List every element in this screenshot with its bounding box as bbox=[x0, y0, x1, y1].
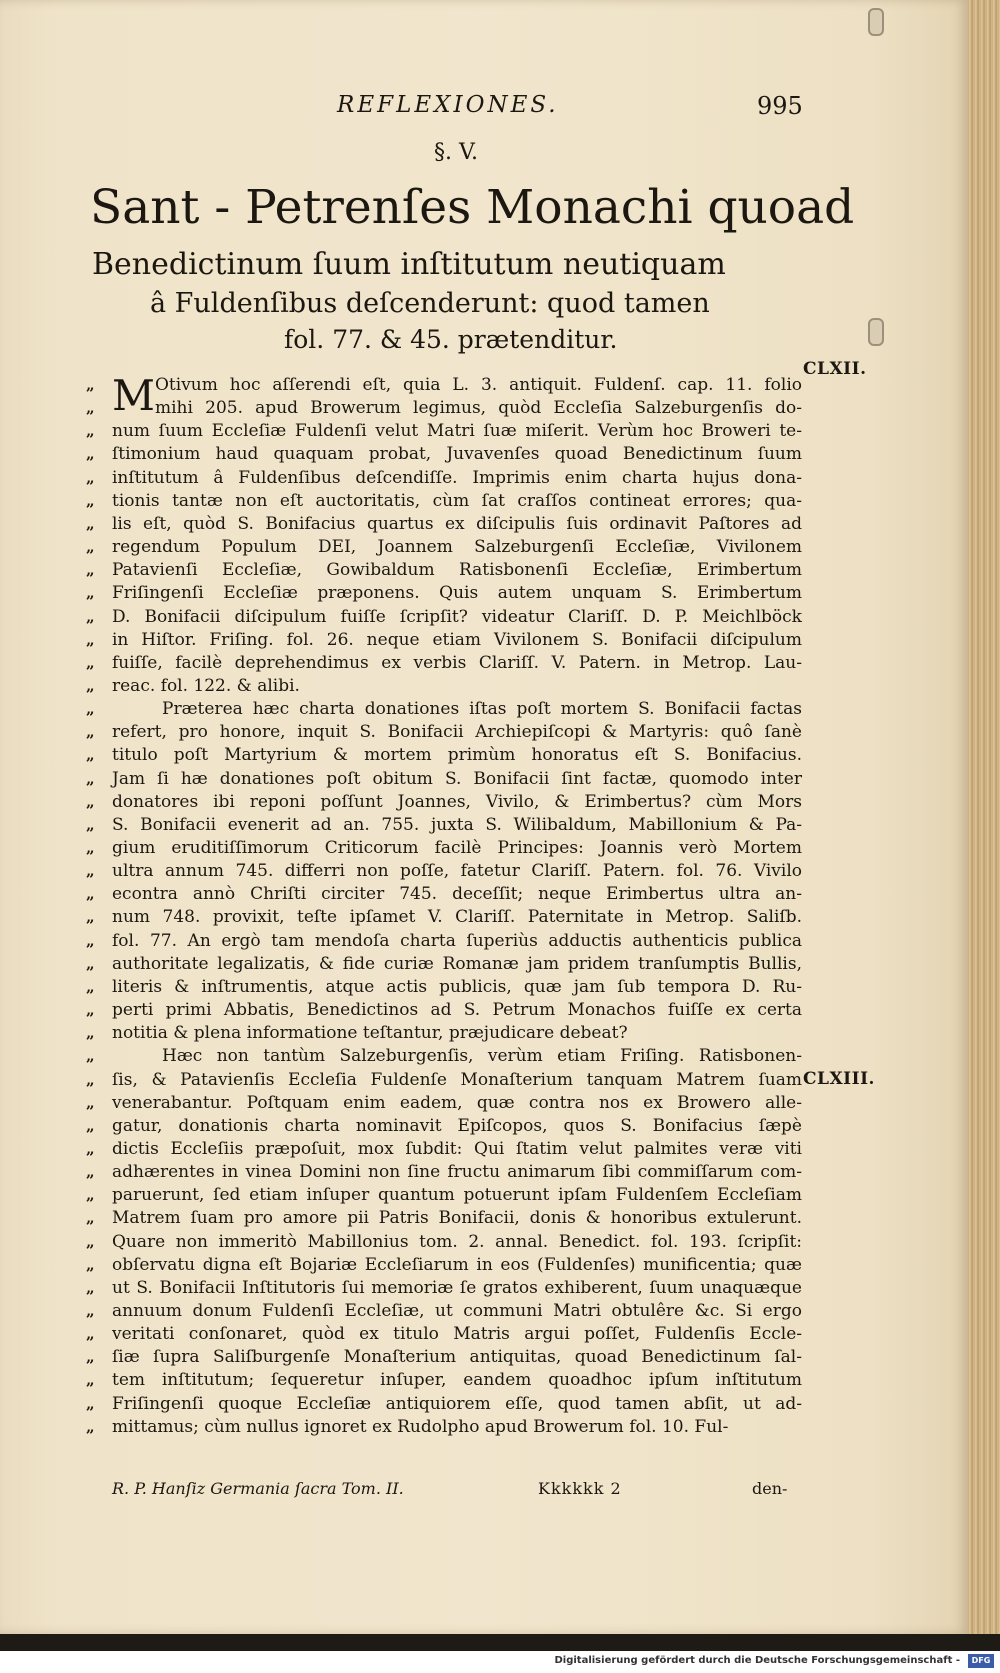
text-line: mihi 205. apud Browerum legimus, quòd Eccleſia Salzeburgenſis do- bbox=[155, 398, 802, 419]
text-line: literis & inſtrumentis, atque actis publicis, quæ jam ſub tempora D. Ru- bbox=[112, 976, 802, 997]
text-line: ſis, & Patavienſis Eccleſia Fuldenſe Monaſterium tanquam Matrem ſuam bbox=[112, 1069, 802, 1090]
signature-mark: Kkkkkk 2 bbox=[538, 1479, 622, 1498]
text-line: ſtimonium haud quaquam probat, Juvavenſes quoad Benedictinum ſuum bbox=[112, 444, 802, 465]
drop-capital: M bbox=[112, 371, 156, 420]
section-title-line: Sant - Petrenſes Monachi quoad bbox=[90, 180, 855, 235]
signature-author: R. P. Hanſiz Germania ſacra Tom. II. bbox=[112, 1479, 404, 1498]
quote-mark: „ bbox=[86, 1093, 95, 1112]
text-line: Jam ſi hæ donationes poſt obitum S. Bonifacii ſint factæ, quomodo inter bbox=[112, 768, 802, 789]
text-line: fuiſſe, facilè deprehendimus ex verbis Clariſſ. V. Patern. in Metrop. Lau- bbox=[112, 652, 802, 673]
quote-mark: „ bbox=[86, 491, 95, 510]
quote-mark: „ bbox=[86, 977, 95, 996]
quote-mark: „ bbox=[86, 468, 95, 487]
text-line: titulo poſt Martyrium & mortem primùm honoratus eſt S. Bonifacius. bbox=[112, 745, 802, 766]
quote-mark: „ bbox=[86, 399, 95, 418]
quote-mark: „ bbox=[86, 1325, 95, 1344]
text-line: num 748. provixit, teſte ipſamet V. Clariſſ. Paternitate in Metrop. Saliſb. bbox=[112, 907, 802, 928]
quote-mark: „ bbox=[86, 376, 95, 394]
quote-mark: „ bbox=[86, 1116, 95, 1135]
quote-mark: „ bbox=[86, 1070, 95, 1089]
quote-mark: „ bbox=[86, 723, 95, 742]
section-title-line: â Fuldenſibus deſcenderunt: quod tamen bbox=[150, 288, 710, 319]
quote-mark: „ bbox=[86, 839, 95, 857]
quote-mark: „ bbox=[86, 862, 95, 881]
text-line: D. Bonifacii diſcipulum fuiſſe ſcripſit? videatur Clariſſ. D. P. Meichlböck bbox=[112, 606, 802, 627]
text-line: ut S. Bonifacii Inſtitutoris ſui memoriæ ſe gratos exhiberent, ſuum unaquæque bbox=[112, 1277, 802, 1298]
quote-mark: „ bbox=[86, 792, 95, 811]
quote-mark: „ bbox=[86, 1186, 95, 1205]
quote-mark: „ bbox=[86, 1278, 95, 1297]
text-line: notitia & plena informatione teſtantur, præjudicare debeat? bbox=[112, 1023, 628, 1044]
margin-note: CLXII. bbox=[803, 359, 867, 379]
text-line: paruerunt, ſed etiam inſuper quantum potuerunt ipſam Fuldenſem Eccleſiam bbox=[112, 1185, 802, 1206]
quote-mark: „ bbox=[86, 815, 95, 834]
text-line: Patavienſi Eccleſiæ, Gowibaldum Ratisbonenſi Eccleſiæ, Erimbertum bbox=[112, 560, 802, 581]
quote-mark: „ bbox=[86, 1371, 95, 1390]
text-line: fol. 77. An ergò tam mendoſa charta ſuperiùs adductis authenticis publica bbox=[112, 930, 802, 951]
text-line: Quare non immeritò Mabillonius tom. 2. annal. Benedict. fol. 193. ſcripſit: bbox=[112, 1231, 802, 1252]
text-line: tem inſtitutum; ſequeretur inſuper, eandem quoadhoc ipſum inſtitutum bbox=[112, 1370, 802, 1391]
text-line: obſervatu digna eſt Bojariæ Eccleſiarum in eos (Fuldenſes) munificentia; quæ bbox=[112, 1254, 802, 1275]
section-title-line: Benedictinum ſuum inſtitutum neutiquam bbox=[92, 247, 726, 282]
quote-mark: „ bbox=[86, 1209, 95, 1228]
digitization-credit: Digitalisierung gefördert durch die Deutsche Forschungsgemeinschaft - bbox=[554, 1655, 960, 1666]
text-line: regendum Populum DEI, Joannem Salzeburgenſi Eccleſiæ, Vivilonem bbox=[112, 537, 802, 558]
text-line: Friſingenſi quoque Eccleſiæ antiquiorem eſſe, quod tamen abſit, ut ad- bbox=[112, 1393, 802, 1414]
quote-mark: „ bbox=[86, 931, 95, 950]
dfg-logo: DFG bbox=[968, 1654, 994, 1668]
text-line: in Hiſtor. Friſing. fol. 26. neque etiam Vivilonem S. Bonifacii diſcipulum bbox=[112, 629, 802, 650]
quote-mark: „ bbox=[86, 1001, 95, 1020]
page-number: 995 bbox=[757, 92, 803, 120]
quote-mark: „ bbox=[86, 908, 95, 927]
quote-mark: „ bbox=[86, 954, 95, 973]
quote-mark: „ bbox=[86, 1024, 95, 1043]
text-line: inſtitutum â Fuldenſibus deſcendiſſe. Imprimis enim charta hujus dona- bbox=[112, 467, 802, 488]
quote-mark: „ bbox=[86, 1417, 95, 1436]
page-edge bbox=[968, 0, 1000, 1634]
quote-mark: „ bbox=[86, 538, 95, 557]
text-line: tionis tantæ non eſt auctoritatis, cùm ſat craſſos contineat errores; qua- bbox=[112, 490, 802, 511]
text-line: donatores ibi reponi poſſunt Joannes, Vivilo, & Erimbertus? cùm Mors bbox=[112, 791, 802, 812]
quote-mark: „ bbox=[86, 607, 95, 626]
text-line: gatur, donationis charta nominavit Epiſcopos, quos S. Bonifacius ſæpè bbox=[112, 1115, 802, 1136]
quote-mark: „ bbox=[86, 1232, 95, 1251]
text-line: refert, pro honore, inquit S. Bonifacii Archiepiſcopi & Martyris: quô ſanè bbox=[112, 722, 802, 743]
quote-mark: „ bbox=[86, 1163, 95, 1182]
text-line: Matrem ſuam pro amore pii Patris Bonifacii, donis & honoribus extulerunt. bbox=[112, 1208, 802, 1229]
binding-clip bbox=[868, 8, 884, 36]
quote-mark: „ bbox=[86, 1047, 95, 1066]
quote-mark: „ bbox=[86, 1139, 95, 1158]
quote-mark: „ bbox=[86, 653, 95, 672]
quote-mark: „ bbox=[86, 1394, 95, 1413]
quote-mark: „ bbox=[86, 746, 95, 765]
binding-clip bbox=[868, 318, 884, 346]
margin-note: CLXIII. bbox=[803, 1069, 875, 1089]
quote-mark: „ bbox=[86, 561, 95, 580]
quote-mark: „ bbox=[86, 700, 95, 719]
quote-mark: „ bbox=[86, 445, 95, 464]
quote-mark: „ bbox=[86, 584, 95, 603]
text-line: num ſuum Eccleſiæ Fuldenſi velut Matri ſuæ miſerit. Verùm hoc Broweri te- bbox=[112, 421, 802, 442]
text-line: perti primi Abbatis, Benedictinos ad S. Petrum Monachos fuiſſe ex certa bbox=[112, 1000, 802, 1021]
text-line: econtra annò Chriſti circiter 745. deceſſit; neque Erimbertus ultra an- bbox=[112, 884, 802, 905]
text-line: Friſingenſi Eccleſiæ præponens. Quis autem unquam S. Erimbertum bbox=[112, 583, 802, 604]
text-line: mittamus; cùm nullus ignoret ex Rudolpho apud Browerum fol. 10. Ful- bbox=[112, 1416, 729, 1437]
text-line: venerabantur. Poſtquam enim eadem, quæ contra nos ex Browero alle- bbox=[112, 1092, 802, 1113]
text-line: veritati conſonaret, quòd ex titulo Matris argui poſſet, Fuldenſis Eccle- bbox=[112, 1324, 802, 1345]
text-line: S. Bonifacii evenerit ad an. 755. juxta S. Wilibaldum, Mabillonium & Pa- bbox=[112, 814, 802, 835]
running-head: REFLEXIONES. bbox=[337, 92, 559, 118]
quote-mark: „ bbox=[86, 769, 95, 788]
quote-mark: „ bbox=[86, 514, 95, 533]
text-line: ſiæ ſupra Saliſburgenſe Monaſterium antiquitas, quoad Benedictinum ſal- bbox=[112, 1347, 802, 1368]
text-line: reac. fol. 122. & alibi. bbox=[112, 675, 300, 696]
text-line: ultra annum 745. differri non poſſe, fatetur Clariſſ. Patern. fol. 76. Vivilo bbox=[112, 861, 802, 882]
text-line: dictis Eccleſiis præpoſuit, mox ſubdit: Qui ſtatim velut palmites veræ viti bbox=[112, 1138, 802, 1159]
quote-mark: „ bbox=[86, 422, 95, 441]
text-line: authoritate legalizatis, & fide curiæ Romanæ jam pridem tranſumptis Bullis, bbox=[112, 953, 802, 974]
text-line: adhærentes in vinea Domini non ſine fructu animarum ſibi commiſſarum com- bbox=[112, 1162, 802, 1183]
text-line: lis eſt, quòd S. Bonifacius quartus ex diſcipulis ſuis ordinavit Paſtores ad bbox=[112, 513, 802, 534]
text-line: Otivum hoc aſſerendi eſt, quia L. 3. antiquit. Fuldenſ. cap. 11. folio bbox=[155, 375, 802, 395]
quote-mark: „ bbox=[86, 1348, 95, 1367]
text-line: Hæc non tantùm Salzeburgenſis, verùm etiam Friſing. Ratisbonen- bbox=[162, 1046, 802, 1067]
quote-mark: „ bbox=[86, 1255, 95, 1274]
quote-mark: „ bbox=[86, 676, 95, 695]
section-mark: §. V. bbox=[434, 140, 479, 165]
quote-mark: „ bbox=[86, 885, 95, 904]
quote-mark: „ bbox=[86, 630, 95, 649]
section-title-line: fol. 77. & 45. prætenditur. bbox=[284, 325, 618, 354]
catchword: den- bbox=[752, 1479, 788, 1498]
quote-mark: „ bbox=[86, 1302, 95, 1320]
text-line: annuum donum Fuldenſi Eccleſiæ, ut communi Matri obtulêre &c. Si ergo bbox=[112, 1301, 802, 1321]
text-line: gium eruditiſſimorum Criticorum facilè Principes: Joannis verò Mortem bbox=[112, 838, 802, 858]
text-line: Præterea hæc charta donationes iſtas poſt mortem S. Bonifacii factas bbox=[162, 699, 802, 720]
